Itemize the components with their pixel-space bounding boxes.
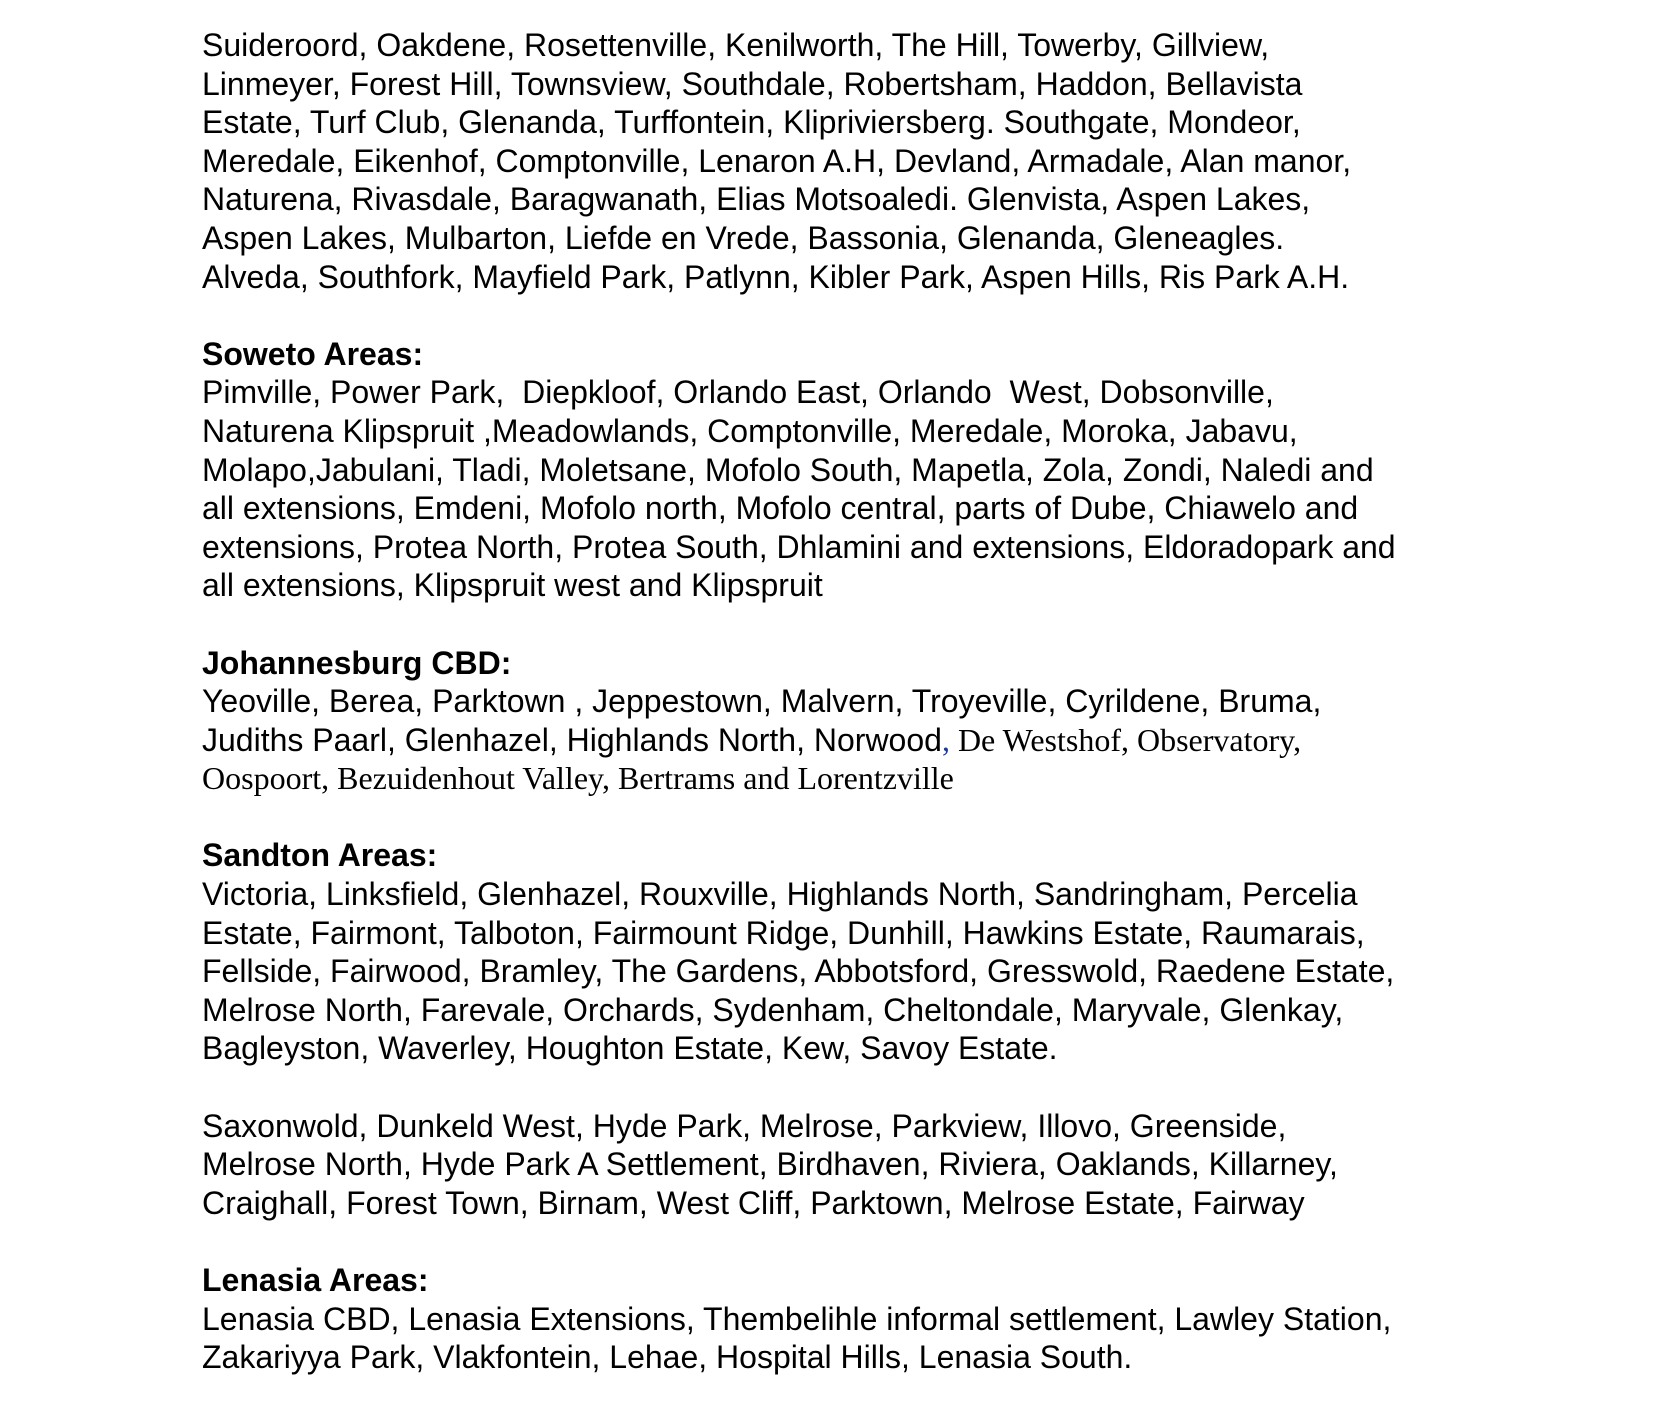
lenasia-line: Lenasia CBD, Lenasia Extensions, Thembelihle informal settlement, Lawley Station,	[202, 1300, 1392, 1337]
lenasia-heading: Lenasia Areas:	[202, 1262, 429, 1298]
soweto-line: all extensions, Emdeni, Mofolo north, Mofolo central, parts of Dube, Chiawelo and	[202, 490, 1359, 527]
southern-areas-line: Estate, Turf Club, Glenanda, Turffontein, Klipriviersberg. Southgate, Mondeor,	[202, 104, 1301, 141]
sandton-line: Melrose North, Farevale, Orchards, Sydenham, Cheltondale, Maryvale, Glenkay,	[202, 991, 1344, 1028]
johannesburg-cbd-line: Yeoville, Berea, Parktown , Jeppestown, Malvern, Troyeville, Cyrildene, Bruma,	[202, 683, 1322, 720]
paragraph-gap	[202, 1222, 1492, 1261]
johannesburg-cbd-comma: ,	[941, 721, 950, 758]
johannesburg-cbd-heading: Johannesburg CBD:	[202, 644, 512, 681]
sandton-line: Saxonwold, Dunkeld West, Hyde Park, Melrose, Parkview, Illovo, Greenside,	[202, 1107, 1287, 1144]
sandton-line: Estate, Fairmont, Talboton, Fairmount Ridge, Dunhill, Hawkins Estate, Raumarais,	[202, 914, 1365, 951]
paragraph-gap	[202, 296, 1492, 335]
southern-areas-line: Aspen Lakes, Mulbarton, Liefde en Vrede, Bassonia, Glenanda, Gleneagles.	[202, 219, 1285, 256]
document-page	[202, 26, 1492, 1377]
sandton-block	[202, 836, 1492, 1068]
southern-areas-line: Meredale, Eikenhof, Comptonville, Lenaron A.H, Devland, Armadale, Alan manor,	[202, 142, 1352, 179]
soweto-heading: Soweto Areas:	[202, 335, 424, 372]
sandton-line: Victoria, Linksfield, Glenhazel, Rouxville, Highlands North, Sandringham, Percelia	[202, 876, 1358, 913]
sandton-line: Craighall, Forest Town, Birnam, West Cliff, Parktown, Melrose Estate, Fairway	[202, 1184, 1305, 1221]
sandton-heading: Sandton Areas:	[202, 837, 438, 874]
soweto-line: Naturena Klipspruit ,Meadowlands, Comptonville, Meredale, Moroka, Jabavu,	[202, 412, 1298, 449]
johannesburg-cbd-line-sans: Judiths Paarl, Glenhazel, Highlands North, Norwood	[202, 721, 942, 758]
sandton-line: Fellside, Fairwood, Bramley, The Gardens, Abbotsford, Gresswold, Raedene Estate,	[202, 953, 1395, 990]
southern-areas-block	[202, 26, 1492, 296]
sandton-line: Bagleyston, Waverley, Houghton Estate, Kew, Savoy Estate.	[202, 1030, 1058, 1067]
johannesburg-cbd-line-serif: Oospoort, Bezuidenhout Valley, Bertrams and Lorentzville	[202, 760, 954, 797]
soweto-line: all extensions, Klipspruit west and Klipspruit	[202, 567, 823, 604]
paragraph-gap	[202, 1068, 1492, 1107]
paragraph-gap	[202, 605, 1492, 644]
johannesburg-cbd-line-serif: De Westshof, Observatory,	[949, 721, 1302, 758]
johannesburg-cbd-block	[202, 644, 1492, 798]
lenasia-line: Zakariyya Park, Vlakfontein, Lehae, Hospital Hills, Lenasia South.	[202, 1339, 1133, 1376]
lenasia-block	[202, 1261, 1492, 1377]
paragraph-gap	[202, 798, 1492, 837]
soweto-line: extensions, Protea North, Protea South, Dhlamini and extensions, Eldoradopark and	[202, 528, 1396, 565]
southern-areas-line: Suideroord, Oakdene, Rosettenville, Kenilworth, The Hill, Towerby, Gillview,	[202, 27, 1270, 63]
southern-areas-line: Naturena, Rivasdale, Baragwanath, Elias Motsoaledi. Glenvista, Aspen Lakes,	[202, 181, 1311, 218]
soweto-block	[202, 335, 1492, 605]
southern-areas-line: Linmeyer, Forest Hill, Townsview, Southdale, Robertsham, Haddon, Bellavista	[202, 65, 1303, 102]
sandton-block-2	[202, 1107, 1492, 1223]
soweto-line: Pimville, Power Park, Diepkloof, Orlando East, Orlando West, Dobsonville,	[202, 374, 1274, 411]
southern-areas-line: Alveda, Southfork, Mayfield Park, Patlynn, Kibler Park, Aspen Hills, Ris Park A.H.	[202, 258, 1350, 295]
johannesburg-cbd-line	[202, 721, 1492, 760]
soweto-line: Molapo,Jabulani, Tladi, Moletsane, Mofolo South, Mapetla, Zola, Zondi, Naledi and	[202, 451, 1374, 488]
sandton-line: Melrose North, Hyde Park A Settlement, Birdhaven, Riviera, Oaklands, Killarney,	[202, 1146, 1338, 1183]
